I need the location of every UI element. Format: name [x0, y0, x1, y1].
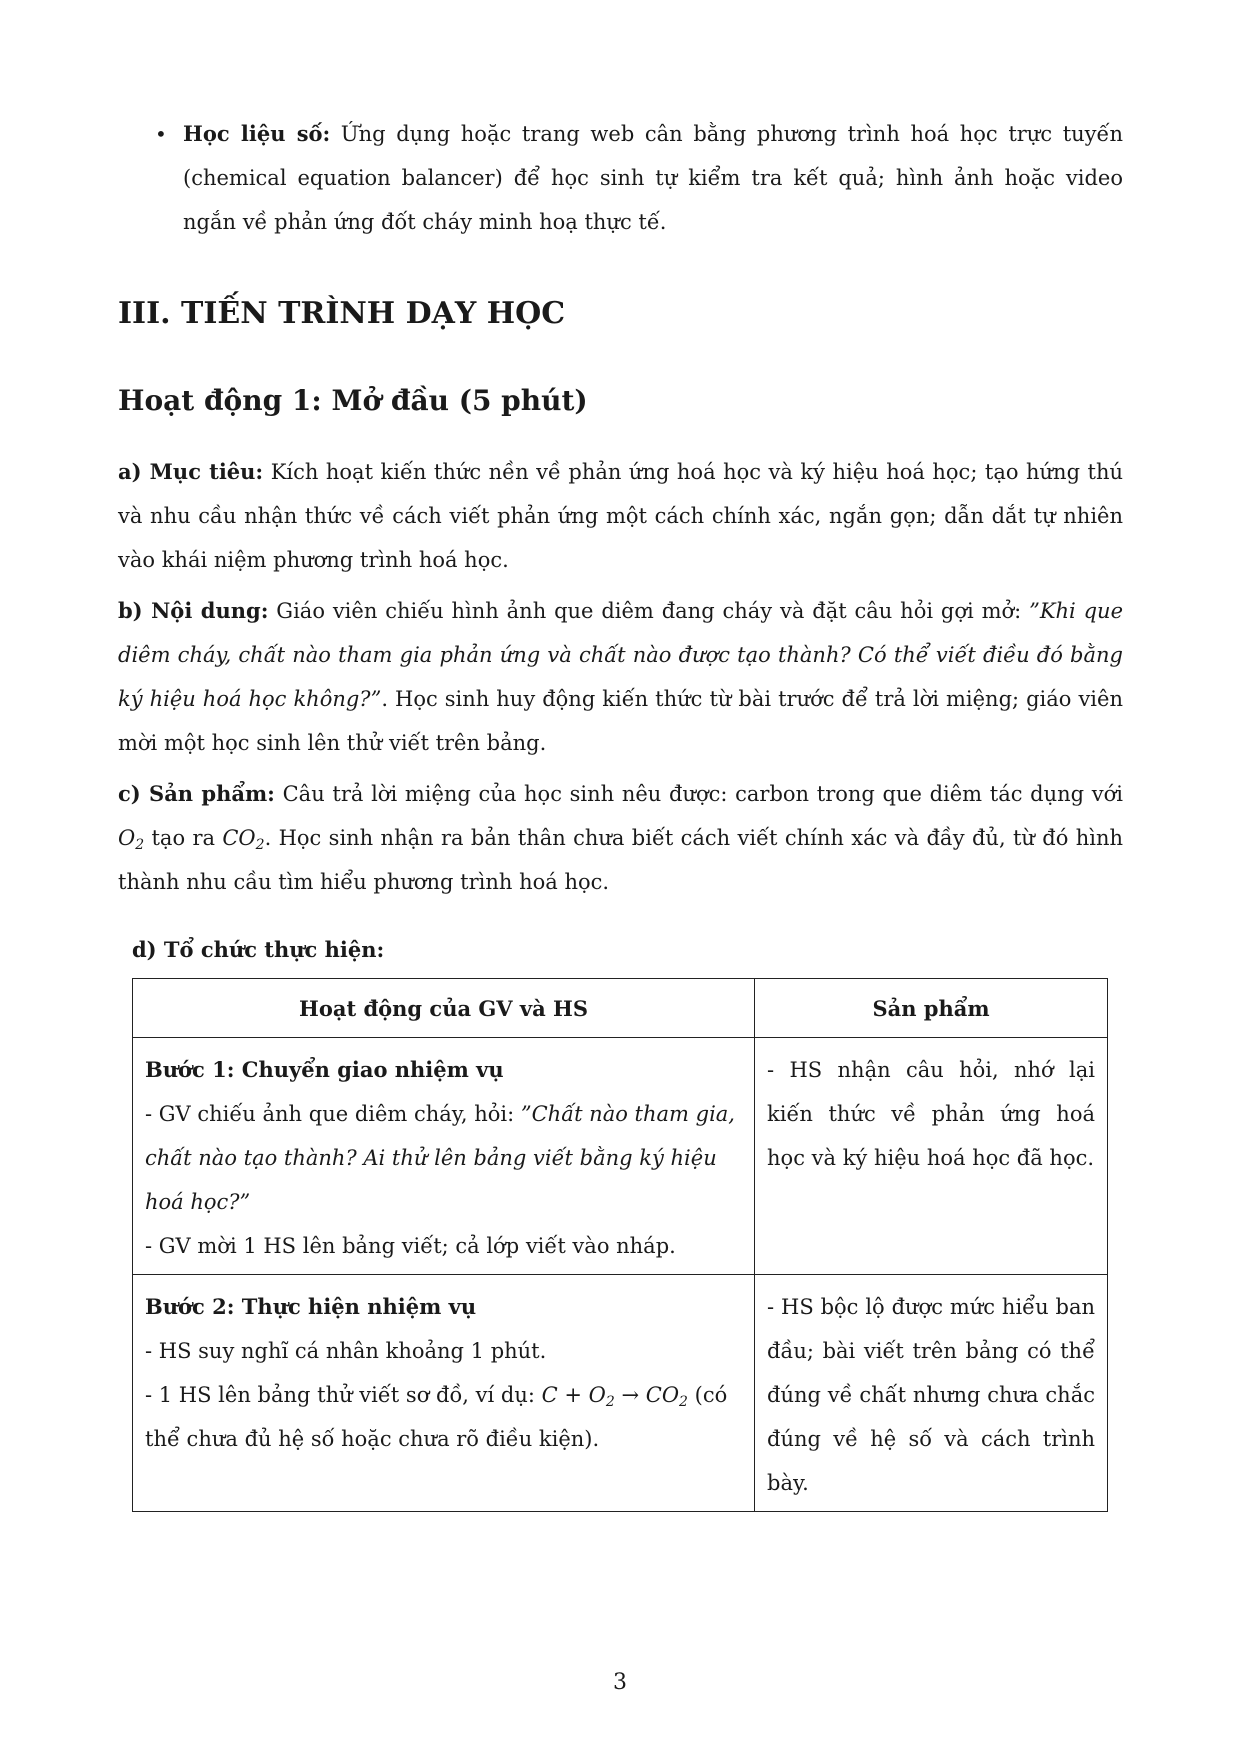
eq-co: CO	[645, 1383, 680, 1407]
table-header-product: Sản phẩm	[755, 979, 1108, 1038]
table-row	[133, 1038, 1108, 1275]
step1-title: Bước 1: Chuyển giao nhiệm vụ	[145, 1057, 504, 1082]
eq-plus: +	[557, 1383, 589, 1407]
noi-dung-quote: ”Khi que diêm cháy, chất nào tham gia phản ứng và chất nào được tạo thành? Có thể viết điều đó bằng ký hiệu hoá học không?”	[118, 599, 1123, 711]
step2-line2-prefix: - 1 HS lên bảng thử viết sơ đồ, ví dụ:	[145, 1383, 542, 1407]
formula-co2-symbol: CO	[222, 826, 256, 850]
formula-co2-sub: 2	[255, 837, 265, 853]
step2-activity-cell	[133, 1275, 755, 1512]
step2-title: Bước 2: Thực hiện nhiệm vụ	[145, 1294, 477, 1319]
san-pham-text-1: Câu trả lời miệng của học sinh nêu được: carbon trong que diêm tác dụng với	[274, 782, 1124, 806]
step2-line1: - HS suy nghĩ cá nhân khoảng 1 phút.	[145, 1339, 547, 1363]
step2-line2-suffix: (có thể chưa đủ hệ số hoặc chưa rõ điều kiện).	[145, 1383, 728, 1451]
step1-line2: - GV mời 1 HS lên bảng viết; cả lớp viết vào nháp.	[145, 1234, 676, 1258]
eq-arrow: →	[614, 1383, 646, 1407]
table-row	[133, 1275, 1108, 1512]
paragraph-san-pham	[118, 772, 1123, 904]
activity-title: Hoạt động 1: Mở đầu (5 phút)	[118, 384, 588, 417]
step2-product-cell: - HS bộc lộ được mức hiểu ban đầu; bài viết trên bảng có thể đúng về chất nhưng chưa chắc đúng về hệ số và cách trình bày.	[755, 1275, 1108, 1512]
table-header-row	[133, 979, 1108, 1038]
noi-dung-text-1: Giáo viên chiếu hình ảnh que diêm đang cháy và đặt câu hỏi gợi mở:	[268, 599, 1030, 623]
bullet-label: Học liệu số:	[183, 121, 331, 146]
eq-co-sub: 2	[679, 1394, 688, 1410]
step1-line1	[145, 1092, 742, 1224]
bullet-dot: •	[155, 122, 167, 146]
formula-o2	[118, 826, 145, 853]
bullet-text	[183, 112, 1123, 244]
eq-o: O	[588, 1383, 606, 1407]
san-pham-label: c) Sản phẩm:	[118, 781, 275, 806]
noi-dung-label: b) Nội dung:	[118, 598, 269, 623]
step1-product-cell: - HS nhận câu hỏi, nhớ lại kiến thức về phản ứng hoá học và ký hiệu hoá học đã học.	[755, 1038, 1108, 1275]
paragraph-muc-tieu	[118, 450, 1123, 582]
bullet-body: Ứng dụng hoặc trang web cân bằng phương trình hoá học trực tuyến (chemical equation balancer) để học sinh tự kiểm tra kết quả; hình ảnh hoặc video ngắn về phản ứng đốt cháy minh hoạ thực tế.	[183, 122, 1123, 234]
muc-tieu-label: a) Mục tiêu:	[118, 459, 264, 484]
step1-line1-quote: ”Chất nào tham gia, chất nào tạo thành? Ai thử lên bảng viết bằng ký hiệu hoá học?”	[145, 1102, 735, 1214]
page-number: 3	[613, 1670, 627, 1695]
equation-c-o2-co2	[541, 1383, 688, 1410]
eq-o-sub: 2	[605, 1394, 615, 1410]
table-header-activity: Hoạt động của GV và HS	[133, 979, 755, 1038]
san-pham-text-3: . Học sinh nhận ra bản thân chưa biết cách viết chính xác và đầy đủ, từ đó hình thành nhu cầu tìm hiểu phương trình hoá học.	[118, 826, 1124, 894]
step2-line2	[145, 1373, 742, 1461]
san-pham-text-2: tạo ra	[144, 826, 223, 850]
formula-co2	[222, 826, 265, 853]
paragraph-noi-dung	[118, 589, 1123, 765]
step1-line1-prefix: - GV chiếu ảnh que diêm cháy, hỏi:	[145, 1102, 521, 1126]
eq-c: C	[541, 1383, 558, 1407]
section-title: III. TIẾN TRÌNH DẠY HỌC	[118, 296, 566, 331]
to-chuc-thuc-hien-label: d) Tổ chức thực hiện:	[132, 937, 385, 962]
muc-tieu-text: Kích hoạt kiến thức nền về phản ứng hoá học và ký hiệu hoá học; tạo hứng thú và nhu cầu nhận thức về cách viết phản ứng một cách chính xác, ngắn gọn; dẫn dắt tự nhiên vào khái niệm phương trình hoá học.	[118, 460, 1124, 572]
activity-table	[132, 978, 1108, 1512]
step1-activity-cell	[133, 1038, 755, 1275]
noi-dung-text-2: . Học sinh huy động kiến thức từ bài trước để trả lời miệng; giáo viên mời một học sinh lên thử viết trên bảng.	[118, 687, 1123, 755]
formula-o2-sub: 2	[135, 837, 145, 853]
formula-o2-symbol: O	[118, 826, 136, 850]
